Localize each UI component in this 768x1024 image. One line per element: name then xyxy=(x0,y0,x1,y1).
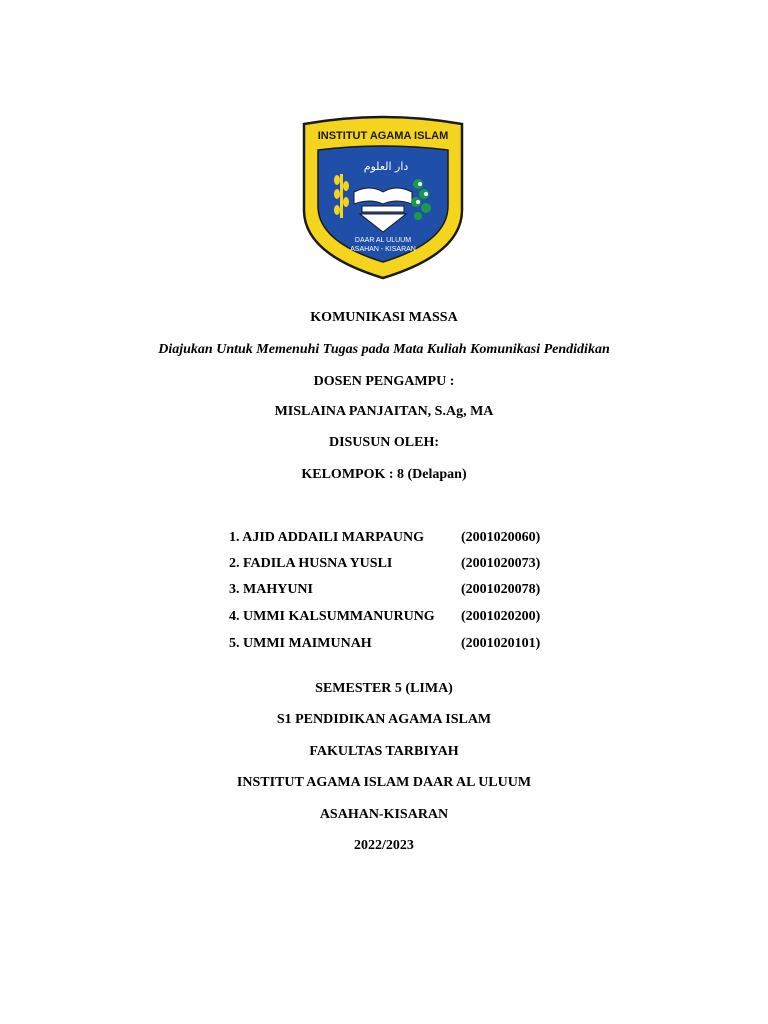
member-name: 2. FADILA HUSNA YUSLI xyxy=(229,556,393,571)
list-item xyxy=(229,581,559,599)
course-title: KOMUNIKASI MASSA xyxy=(310,310,458,325)
member-nim: (2001020101) xyxy=(461,636,541,651)
institute-label: INSTITUT AGAMA ISLAM DAAR AL ULUUM xyxy=(236,775,532,790)
compiled-by-label: DISUSUN OLEH: xyxy=(328,435,440,450)
list-item xyxy=(229,608,559,626)
academic-year: 2022/2023 xyxy=(354,838,414,853)
member-nim: (2001020078) xyxy=(461,582,541,597)
faculty-label: FAKULTAS TARBIYAH xyxy=(309,744,459,759)
list-item xyxy=(229,555,559,573)
group-label: KELOMPOK : 8 (Delapan) xyxy=(301,467,467,482)
logo-bottom-line1: DAAR AL ULUUM xyxy=(354,237,412,244)
member-name: 3. MAHYUNI xyxy=(229,582,313,597)
list-item xyxy=(229,635,559,653)
member-name: 1. AJID ADDAILI MARPAUNG xyxy=(229,530,424,545)
institute-logo xyxy=(300,114,466,280)
city-label: ASAHAN-KISARAN xyxy=(319,807,449,822)
member-name: 4. UMMI KALSUMMANURUNG xyxy=(229,609,435,624)
list-item xyxy=(229,529,559,547)
member-nim: (2001020200) xyxy=(461,609,541,624)
member-nim: (2001020060) xyxy=(461,530,541,545)
subtitle: Diajukan Untuk Memenuhi Tugas pada Mata Kuliah Komunikasi Pendidikan xyxy=(158,342,610,357)
member-name: 5. UMMI MAIMUNAH xyxy=(229,636,372,651)
logo-arabic-text: دار العلوم xyxy=(363,160,409,173)
semester-label: SEMESTER 5 (LIMA) xyxy=(315,681,453,696)
lecturer-name: MISLAINA PANJAITAN, S.Ag, MA xyxy=(274,404,494,419)
logo-top-text: INSTITUT AGAMA ISLAM xyxy=(317,130,449,142)
member-nim: (2001020073) xyxy=(461,556,541,571)
lecturer-label: DOSEN PENGAMPU : xyxy=(313,374,455,389)
program-label: S1 PENDIDIKAN AGAMA ISLAM xyxy=(276,712,492,727)
logo-bottom-line2: ASAHAN - KISARAN xyxy=(350,246,416,253)
